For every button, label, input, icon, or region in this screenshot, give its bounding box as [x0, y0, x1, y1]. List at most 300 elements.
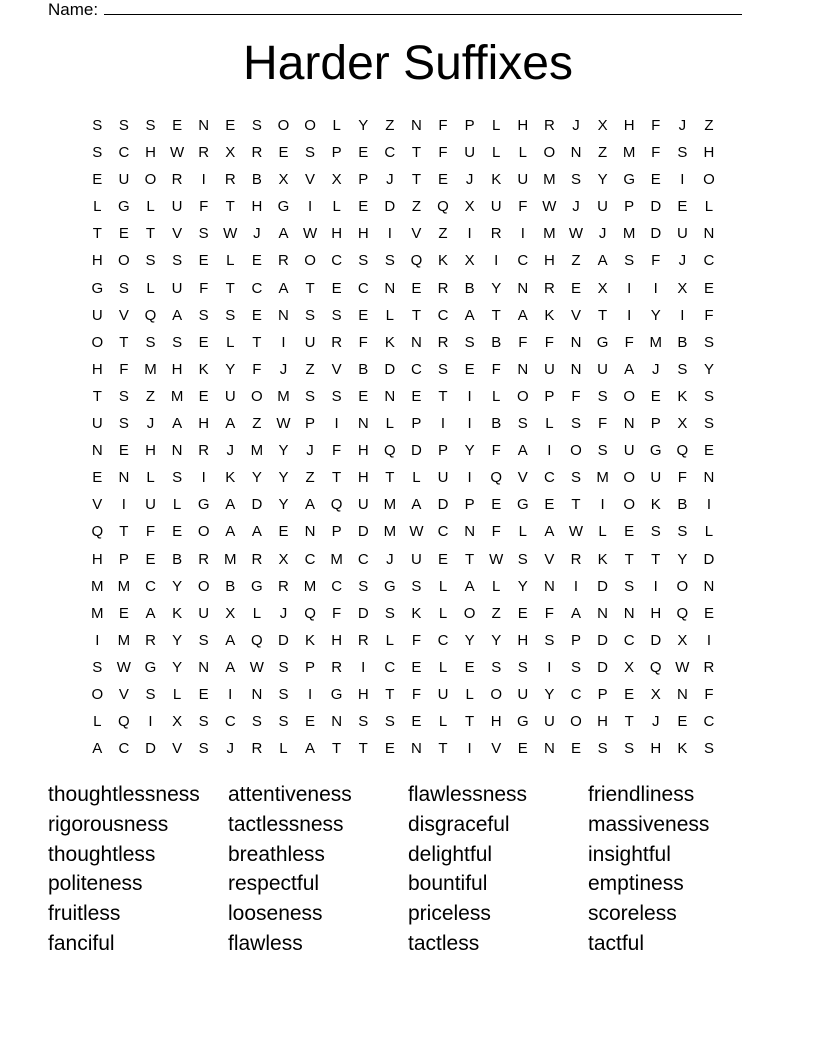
grid-letter[interactable]: L [385, 631, 394, 649]
grid-letter[interactable]: N [171, 442, 183, 460]
grid-letter[interactable]: I [228, 685, 233, 703]
grid-letter[interactable]: Q [383, 442, 396, 460]
grid-letter[interactable]: G [330, 685, 343, 703]
grid-letter[interactable]: S [517, 550, 528, 568]
grid-letter[interactable]: W [116, 658, 131, 676]
grid-letter[interactable]: S [677, 523, 688, 541]
grid-letter[interactable]: J [386, 550, 394, 568]
grid-letter[interactable]: U [145, 496, 156, 514]
grid-letter[interactable]: F [651, 144, 661, 162]
grid-letter[interactable]: N [251, 685, 263, 703]
grid-letter[interactable]: E [331, 279, 342, 297]
grid-letter[interactable]: E [172, 523, 183, 541]
grid-letter[interactable]: V [411, 225, 422, 243]
grid-letter[interactable]: K [544, 306, 555, 324]
grid-letter[interactable]: M [330, 550, 343, 568]
grid-letter[interactable]: U [543, 360, 555, 378]
grid-letter[interactable]: L [332, 198, 341, 216]
grid-letter[interactable]: L [412, 469, 421, 487]
grid-letter[interactable]: U [517, 171, 529, 189]
grid-letter[interactable]: E [92, 469, 103, 487]
grid-letter[interactable]: F [252, 360, 262, 378]
grid-letter[interactable]: A [305, 740, 316, 758]
grid-letter[interactable]: E [278, 523, 289, 541]
grid-letter[interactable]: O [623, 496, 635, 514]
grid-letter[interactable]: H [171, 360, 183, 378]
grid-letter[interactable]: S [597, 740, 608, 758]
grid-letter[interactable]: S [225, 306, 236, 324]
grid-letter[interactable]: R [198, 442, 210, 460]
grid-letter[interactable]: K [597, 550, 608, 568]
grid-letter[interactable]: S [198, 740, 209, 758]
grid-letter[interactable]: D [251, 496, 263, 514]
grid-letter[interactable]: I [653, 279, 658, 297]
grid-letter[interactable]: E [677, 713, 688, 731]
grid-letter[interactable]: V [491, 740, 502, 758]
grid-letter[interactable]: E [305, 713, 316, 731]
grid-letter[interactable]: C [703, 252, 715, 270]
grid-letter[interactable]: W [302, 225, 318, 243]
grid-letter[interactable]: N [278, 306, 289, 324]
grid-letter[interactable]: F [358, 333, 368, 351]
grid-letter[interactable]: X [464, 252, 475, 270]
grid-letter[interactable]: R [145, 631, 156, 649]
grid-letter[interactable]: Y [677, 550, 688, 568]
grid-letter[interactable]: U [543, 713, 555, 731]
grid-letter[interactable]: I [334, 415, 339, 433]
grid-letter[interactable]: D [597, 658, 608, 676]
grid-letter[interactable]: E [411, 387, 422, 405]
grid-letter[interactable]: T [119, 333, 129, 351]
grid-letter[interactable]: F [624, 333, 634, 351]
grid-letter[interactable]: B [677, 333, 688, 351]
grid-letter[interactable]: T [624, 713, 634, 731]
grid-letter[interactable]: I [547, 442, 552, 460]
grid-letter[interactable]: X [677, 279, 688, 297]
grid-letter[interactable]: E [118, 225, 129, 243]
grid-letter[interactable]: O [516, 387, 529, 405]
grid-letter[interactable]: A [225, 523, 236, 541]
grid-letter[interactable]: A [517, 306, 528, 324]
grid-letter[interactable]: I [440, 415, 446, 433]
grid-letter[interactable]: I [680, 171, 685, 189]
grid-letter[interactable]: D [650, 225, 662, 243]
grid-letter[interactable]: S [305, 306, 316, 324]
grid-letter[interactable]: D [357, 523, 369, 541]
grid-letter[interactable]: S [570, 469, 581, 487]
grid-letter[interactable]: I [361, 658, 366, 676]
grid-letter[interactable]: U [411, 550, 422, 568]
grid-letter[interactable]: H [145, 144, 156, 162]
grid-letter[interactable]: S [198, 225, 209, 243]
grid-letter[interactable]: P [305, 658, 316, 676]
grid-letter[interactable]: A [544, 523, 555, 541]
grid-letter[interactable]: M [543, 171, 556, 189]
grid-letter[interactable]: J [465, 171, 474, 189]
grid-letter[interactable]: T [411, 306, 421, 324]
grid-letter[interactable]: R [543, 117, 555, 134]
grid-letter[interactable]: E [358, 198, 369, 216]
grid-letter[interactable]: O [277, 117, 290, 134]
grid-letter[interactable]: Z [145, 387, 156, 405]
grid-letter[interactable]: F [597, 415, 608, 433]
grid-letter[interactable]: M [383, 496, 397, 514]
grid-letter[interactable]: H [357, 685, 369, 703]
grid-letter[interactable]: T [385, 685, 395, 703]
grid-letter[interactable]: L [492, 117, 501, 134]
grid-letter[interactable]: J [146, 415, 155, 433]
grid-letter[interactable]: M [250, 442, 264, 460]
grid-letter[interactable]: K [198, 360, 209, 378]
grid-letter[interactable]: F [332, 604, 342, 622]
grid-letter[interactable]: Y [517, 577, 528, 595]
grid-letter[interactable]: L [518, 144, 527, 162]
grid-letter[interactable]: S [517, 658, 528, 676]
grid-letter[interactable]: X [597, 117, 608, 134]
grid-letter[interactable]: U [676, 225, 688, 243]
grid-letter[interactable]: E [198, 252, 209, 270]
grid-letter[interactable]: J [226, 740, 235, 758]
grid-letter[interactable]: N [91, 442, 103, 460]
grid-letter[interactable]: W [489, 550, 504, 568]
grid-letter[interactable]: M [383, 523, 397, 541]
grid-letter[interactable]: U [198, 604, 210, 622]
grid-letter[interactable]: N [703, 577, 715, 595]
grid-letter[interactable]: X [225, 144, 236, 162]
grid-letter[interactable]: R [570, 550, 582, 568]
grid-letter[interactable]: U [464, 144, 476, 162]
grid-letter[interactable]: I [600, 496, 605, 514]
grid-letter[interactable]: E [624, 685, 635, 703]
grid-letter[interactable]: X [331, 171, 342, 189]
grid-letter[interactable]: V [172, 740, 183, 758]
grid-letter[interactable]: H [145, 442, 156, 460]
grid-letter[interactable]: F [491, 523, 501, 541]
grid-letter[interactable]: E [464, 658, 475, 676]
grid-letter[interactable]: V [331, 360, 342, 378]
grid-letter[interactable]: J [386, 171, 394, 189]
grid-letter[interactable]: N [357, 415, 369, 433]
grid-letter[interactable]: G [383, 577, 396, 595]
grid-letter[interactable]: G [144, 658, 157, 676]
grid-letter[interactable]: T [252, 333, 262, 351]
grid-letter[interactable]: I [121, 496, 126, 514]
grid-letter[interactable]: B [677, 496, 688, 514]
grid-letter[interactable]: E [411, 279, 422, 297]
grid-letter[interactable]: T [438, 740, 448, 758]
grid-letter[interactable]: I [201, 469, 206, 487]
grid-letter[interactable]: N [517, 279, 529, 297]
grid-letter[interactable]: G [596, 333, 609, 351]
grid-letter[interactable]: C [357, 279, 369, 297]
grid-letter[interactable]: Q [91, 523, 104, 541]
grid-letter[interactable]: I [307, 198, 313, 216]
grid-letter[interactable]: P [331, 144, 342, 162]
grid-letter[interactable]: P [597, 685, 608, 703]
grid-letter[interactable]: R [703, 658, 715, 676]
grid-letter[interactable]: I [148, 713, 153, 731]
grid-letter[interactable]: L [279, 740, 288, 758]
grid-letter[interactable]: S [172, 252, 183, 270]
grid-letter[interactable]: O [144, 171, 157, 189]
grid-letter[interactable]: X [677, 631, 688, 649]
grid-letter[interactable]: P [358, 171, 369, 189]
grid-letter[interactable]: A [597, 252, 608, 270]
grid-letter[interactable]: S [464, 333, 475, 351]
grid-letter[interactable]: D [384, 360, 396, 378]
grid-letter[interactable]: H [597, 713, 608, 731]
grid-letter[interactable]: R [490, 225, 502, 243]
grid-letter[interactable]: G [649, 442, 662, 460]
grid-letter[interactable]: E [570, 279, 581, 297]
grid-letter[interactable]: Y [172, 577, 183, 595]
grid-letter[interactable]: K [650, 496, 661, 514]
grid-letter[interactable]: Y [172, 631, 183, 649]
grid-letter[interactable]: E [650, 171, 661, 189]
grid-letter[interactable]: A [172, 415, 183, 433]
grid-letter[interactable]: C [437, 306, 449, 324]
grid-letter[interactable]: G [91, 279, 104, 297]
grid-letter[interactable]: N [703, 469, 715, 487]
grid-letter[interactable]: D [145, 740, 156, 758]
grid-letter[interactable]: U [91, 415, 103, 433]
grid-letter[interactable]: J [652, 713, 660, 731]
grid-letter[interactable]: N [304, 523, 316, 541]
grid-letter[interactable]: A [172, 306, 183, 324]
grid-letter[interactable]: H [357, 225, 369, 243]
grid-letter[interactable]: S [703, 415, 714, 433]
grid-letter[interactable]: F [677, 469, 687, 487]
grid-letter[interactable]: S [278, 713, 289, 731]
grid-letter[interactable]: L [438, 604, 448, 622]
grid-letter[interactable]: F [518, 333, 528, 351]
grid-letter[interactable]: N [570, 144, 582, 162]
grid-letter[interactable]: Z [305, 360, 315, 378]
grid-letter[interactable]: H [623, 117, 635, 134]
grid-letter[interactable]: E [172, 117, 183, 134]
grid-letter[interactable]: V [544, 550, 555, 568]
grid-letter[interactable]: T [465, 713, 475, 731]
grid-letter[interactable]: V [517, 469, 528, 487]
grid-letter[interactable]: S [145, 252, 156, 270]
grid-letter[interactable]: L [172, 496, 182, 514]
grid-letter[interactable]: U [490, 198, 502, 216]
grid-letter[interactable]: S [650, 523, 661, 541]
grid-letter[interactable]: L [226, 252, 235, 270]
grid-letter[interactable]: C [517, 252, 529, 270]
grid-letter[interactable]: E [278, 144, 289, 162]
grid-letter[interactable]: X [677, 415, 688, 433]
grid-letter[interactable]: T [491, 306, 501, 324]
grid-letter[interactable]: O [490, 685, 503, 703]
grid-letter[interactable]: E [438, 171, 449, 189]
grid-letter[interactable]: N [384, 279, 396, 297]
grid-letter[interactable]: L [545, 415, 554, 433]
grid-letter[interactable]: N [570, 360, 582, 378]
grid-letter[interactable]: L [492, 144, 501, 162]
grid-letter[interactable]: N [411, 740, 422, 758]
grid-letter[interactable]: T [332, 469, 342, 487]
grid-letter[interactable]: N [384, 387, 396, 405]
grid-letter[interactable]: L [146, 469, 155, 487]
grid-letter[interactable]: C [118, 740, 130, 758]
grid-letter[interactable]: Z [305, 469, 315, 487]
grid-letter[interactable]: P [331, 523, 342, 541]
grid-letter[interactable]: P [544, 387, 555, 405]
grid-letter[interactable]: L [518, 523, 527, 541]
grid-letter[interactable]: I [680, 306, 685, 324]
grid-letter[interactable]: O [197, 523, 210, 541]
grid-letter[interactable]: O [623, 469, 635, 487]
grid-letter[interactable]: H [331, 225, 343, 243]
grid-letter[interactable]: Y [278, 469, 289, 487]
grid-letter[interactable]: D [357, 604, 369, 622]
grid-letter[interactable]: F [119, 360, 129, 378]
grid-letter[interactable]: H [357, 442, 369, 460]
grid-letter[interactable]: L [465, 685, 474, 703]
grid-letter[interactable]: M [303, 577, 317, 595]
grid-letter[interactable]: Y [278, 442, 289, 460]
grid-letter[interactable]: R [331, 333, 343, 351]
grid-letter[interactable]: B [251, 171, 262, 189]
grid-letter[interactable]: K [305, 631, 316, 649]
grid-letter[interactable]: C [331, 577, 343, 595]
grid-letter[interactable]: L [492, 387, 501, 405]
grid-letter[interactable]: K [677, 387, 688, 405]
grid-letter[interactable]: G [277, 198, 290, 216]
grid-letter[interactable]: N [570, 333, 582, 351]
grid-letter[interactable]: L [332, 117, 341, 134]
grid-letter[interactable]: E [517, 604, 528, 622]
grid-letter[interactable]: Y [464, 442, 475, 460]
grid-letter[interactable]: J [678, 252, 687, 270]
grid-letter[interactable]: E [491, 496, 502, 514]
grid-letter[interactable]: E [703, 279, 714, 297]
grid-letter[interactable]: T [225, 279, 235, 297]
grid-letter[interactable]: F [651, 252, 661, 270]
grid-letter[interactable]: M [596, 469, 609, 487]
grid-letter[interactable]: S [384, 252, 395, 270]
grid-letter[interactable]: S [703, 333, 714, 351]
grid-letter[interactable]: K [491, 171, 502, 189]
grid-letter[interactable]: C [224, 713, 236, 731]
grid-letter[interactable]: U [437, 685, 449, 703]
grid-letter[interactable]: F [544, 333, 554, 351]
grid-letter[interactable]: F [199, 198, 209, 216]
grid-letter[interactable]: E [358, 387, 369, 405]
grid-letter[interactable]: Y [358, 117, 369, 134]
grid-letter[interactable]: X [278, 550, 289, 568]
grid-letter[interactable]: R [198, 144, 210, 162]
grid-letter[interactable]: N [464, 523, 476, 541]
grid-letter[interactable]: S [411, 577, 422, 595]
grid-letter[interactable]: H [251, 198, 263, 216]
grid-letter[interactable]: N [703, 225, 715, 243]
grid-letter[interactable]: Q [437, 198, 449, 216]
grid-letter[interactable]: O [304, 252, 316, 270]
grid-letter[interactable]: T [358, 740, 368, 758]
grid-letter[interactable]: S [251, 117, 262, 134]
grid-letter[interactable]: T [651, 550, 661, 568]
grid-letter[interactable]: D [384, 198, 396, 216]
grid-letter[interactable]: Y [650, 306, 661, 324]
grid-letter[interactable]: R [437, 333, 449, 351]
grid-letter[interactable]: Z [438, 225, 448, 243]
grid-letter[interactable]: D [650, 631, 662, 649]
grid-letter[interactable]: S [677, 360, 688, 378]
grid-letter[interactable]: A [92, 740, 103, 758]
grid-letter[interactable]: M [277, 387, 290, 405]
grid-letter[interactable]: E [358, 306, 369, 324]
grid-letter[interactable]: E [624, 523, 635, 541]
grid-letter[interactable]: Q [490, 469, 503, 487]
grid-letter[interactable]: Y [703, 360, 714, 378]
grid-letter[interactable]: U [597, 360, 608, 378]
grid-letter[interactable]: H [198, 415, 210, 433]
grid-letter[interactable]: N [597, 604, 608, 622]
grid-letter[interactable]: L [146, 198, 155, 216]
grid-letter[interactable]: S [198, 306, 209, 324]
grid-letter[interactable]: C [703, 713, 715, 731]
grid-letter[interactable]: F [518, 198, 528, 216]
grid-letter[interactable]: F [332, 442, 342, 460]
grid-letter[interactable]: E [251, 252, 262, 270]
grid-letter[interactable]: C [437, 631, 449, 649]
grid-letter[interactable]: M [170, 387, 184, 405]
grid-letter[interactable]: L [704, 523, 714, 541]
grid-letter[interactable]: L [172, 685, 182, 703]
grid-letter[interactable]: T [597, 306, 608, 324]
grid-letter[interactable]: H [490, 713, 502, 731]
grid-letter[interactable]: E [650, 387, 661, 405]
grid-letter[interactable]: R [251, 550, 263, 568]
grid-letter[interactable]: T [92, 387, 102, 405]
grid-letter[interactable]: E [570, 740, 581, 758]
grid-letter[interactable]: J [226, 442, 235, 460]
grid-letter[interactable]: V [172, 225, 183, 243]
grid-letter[interactable]: C [623, 631, 635, 649]
grid-letter[interactable]: E [225, 117, 236, 134]
grid-letter[interactable]: L [438, 577, 448, 595]
grid-letter[interactable]: L [385, 306, 394, 324]
grid-letter[interactable]: W [169, 144, 185, 162]
grid-letter[interactable]: L [492, 577, 501, 595]
grid-letter[interactable]: J [598, 225, 607, 243]
grid-letter[interactable]: M [622, 225, 636, 243]
grid-letter[interactable]: E [198, 333, 209, 351]
grid-letter[interactable]: D [411, 442, 422, 460]
grid-letter[interactable]: S [331, 306, 342, 324]
grid-letter[interactable]: F [411, 685, 421, 703]
grid-letter[interactable]: E [703, 604, 714, 622]
grid-letter[interactable]: O [304, 117, 316, 134]
grid-letter[interactable]: S [305, 387, 316, 405]
grid-letter[interactable]: U [304, 333, 316, 351]
grid-letter[interactable]: K [438, 252, 449, 270]
grid-letter[interactable]: T [411, 144, 421, 162]
grid-letter[interactable]: T [465, 550, 475, 568]
grid-letter[interactable]: J [279, 360, 288, 378]
grid-letter[interactable]: I [201, 171, 206, 189]
grid-letter[interactable]: O [91, 685, 104, 703]
grid-letter[interactable]: U [437, 469, 449, 487]
grid-letter[interactable]: H [517, 117, 529, 134]
grid-letter[interactable]: Z [491, 604, 501, 622]
grid-letter[interactable]: R [278, 252, 289, 270]
grid-letter[interactable]: K [677, 740, 688, 758]
grid-letter[interactable]: N [623, 604, 635, 622]
grid-letter[interactable]: Q [144, 306, 157, 324]
